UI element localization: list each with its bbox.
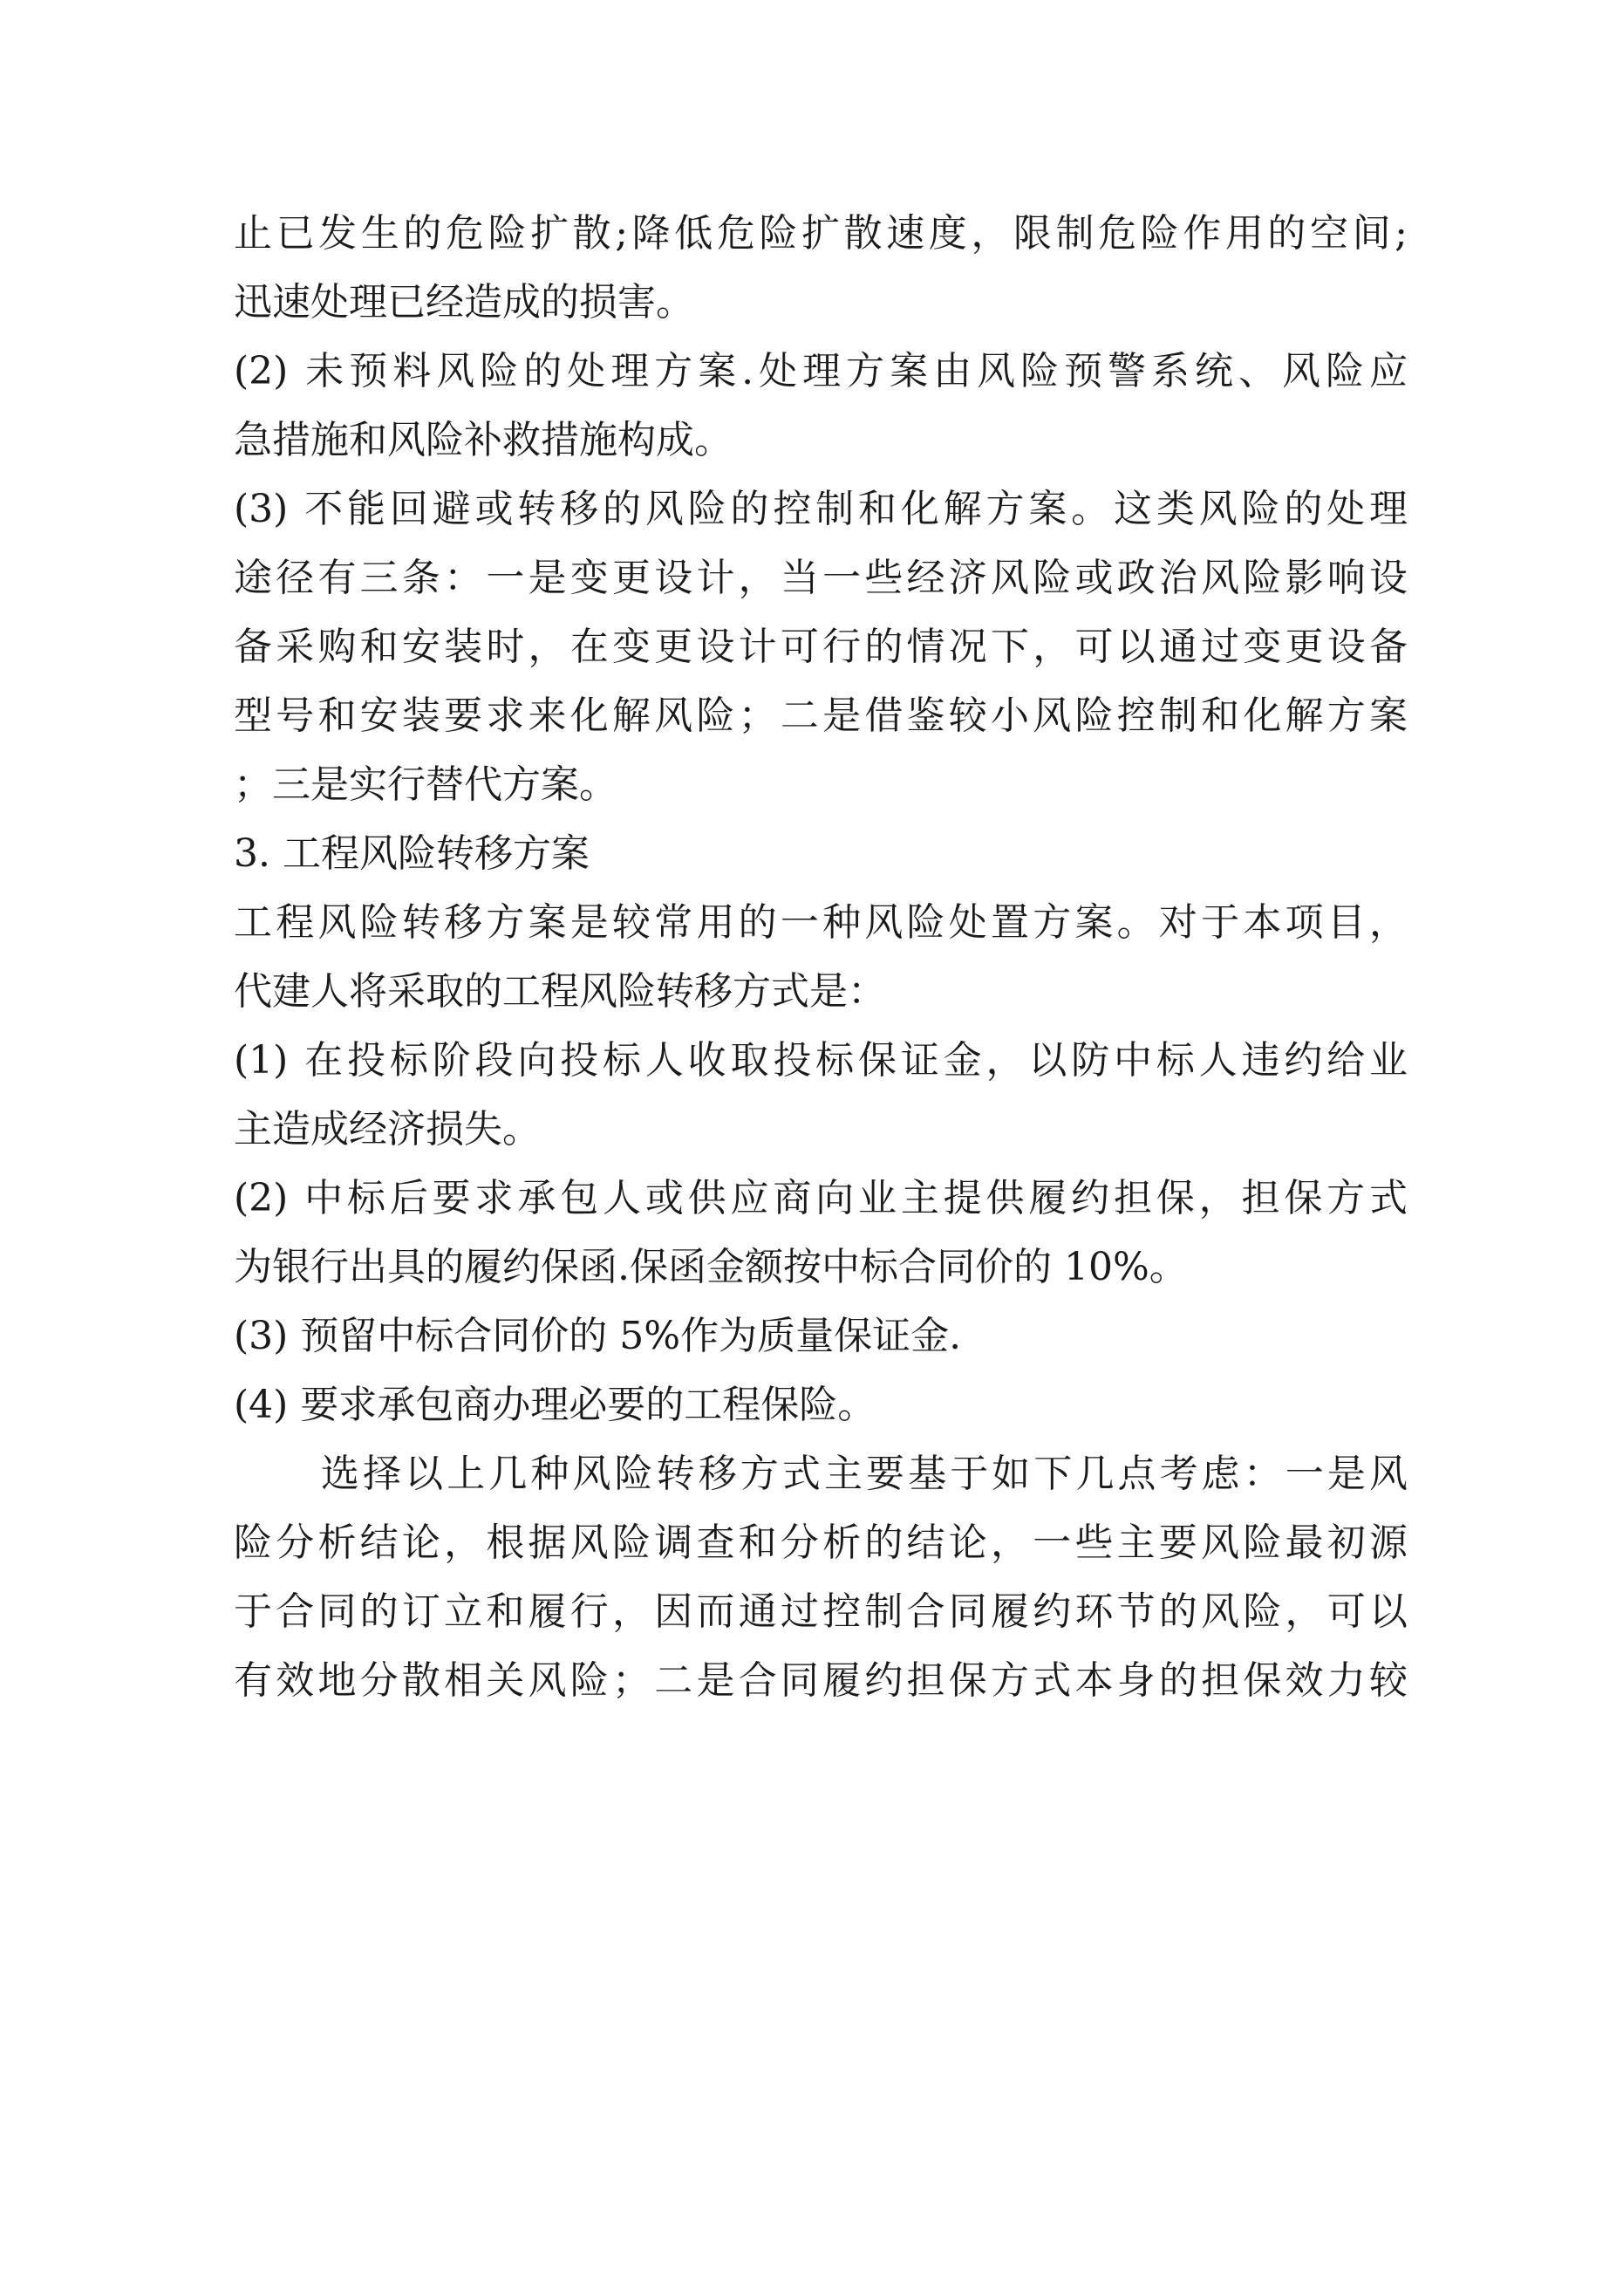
text-line: 为银行出具的履约保函.保函金额按中标合同价的 10%。 bbox=[234, 1245, 1188, 1289]
list-item-performance-bond bbox=[234, 1164, 1408, 1302]
text-line: 备采购和安装时，在变更设计可行的情况下，可以通过变更设备 bbox=[234, 625, 1408, 669]
text-line: (2) 未预料风险的处理方案.处理方案由风险预警系统、风险应 bbox=[234, 349, 1408, 393]
paragraph-transfer-intro bbox=[234, 888, 1408, 1026]
section-heading bbox=[234, 819, 1408, 888]
text-line: (3) 预留中标合同价的 5%作为质量保证金. bbox=[234, 1314, 962, 1358]
paragraph-rationale bbox=[234, 1439, 1408, 1715]
list-item-insurance bbox=[234, 1370, 1408, 1439]
text-line: 选择以上几种风险转移方式主要基于如下几点考虑：一是风 bbox=[321, 1452, 1408, 1496]
text-line: (3) 不能回避或转移的风险的控制和化解方案。这类风险的处理 bbox=[234, 487, 1408, 531]
text-line: 主造成经济损失。 bbox=[234, 1107, 541, 1151]
text-line: 工程风险转移方案是较常用的一种风险处置方案。对于本项目， bbox=[234, 900, 1408, 945]
text-line: 止已发生的危险扩散;降低危险扩散速度，限制危险作用的空间; bbox=[234, 211, 1408, 256]
text-line: 代建人将采取的工程风险转移方式是： bbox=[234, 969, 886, 1014]
text-line: 于合同的订立和履行，因而通过控制合同履约环节的风险，可以 bbox=[234, 1589, 1408, 1634]
text-line: 有效地分散相关风险；二是合同履约担保方式本身的担保效力较 bbox=[234, 1658, 1408, 1703]
paragraph-hazard-containment bbox=[234, 199, 1408, 337]
text-line: (2) 中标后要求承包人或供应商向业主提供履约担保，担保方式 bbox=[234, 1176, 1408, 1220]
paragraph-unavoidable-risk bbox=[234, 475, 1408, 819]
list-item-quality-deposit bbox=[234, 1302, 1408, 1370]
text-line: 途径有三条：一是变更设计，当一些经济风险或政治风险影响设 bbox=[234, 556, 1408, 600]
text-line: 型号和安装要求来化解风险；二是借鉴较小风险控制和化解方案 bbox=[234, 694, 1408, 738]
document-page bbox=[234, 199, 1408, 1715]
paragraph-unforeseen-risk bbox=[234, 337, 1408, 475]
text-line: 险分析结论，根据风险调查和分析的结论，一些主要风险最初源 bbox=[234, 1520, 1408, 1565]
text-line: 迅速处理已经造成的损害。 bbox=[234, 280, 694, 325]
text-line: ；三是实行替代方案。 bbox=[234, 762, 617, 807]
heading-text: 3. 工程风险转移方案 bbox=[234, 831, 590, 876]
list-item-bid-bond bbox=[234, 1026, 1408, 1164]
text-line: (4) 要求承包商办理必要的工程保险。 bbox=[234, 1383, 876, 1427]
text-line: 急措施和风险补救措施构成。 bbox=[234, 418, 733, 462]
text-line: (1) 在投标阶段向投标人收取投标保证金，以防中标人违约给业 bbox=[234, 1038, 1408, 1083]
